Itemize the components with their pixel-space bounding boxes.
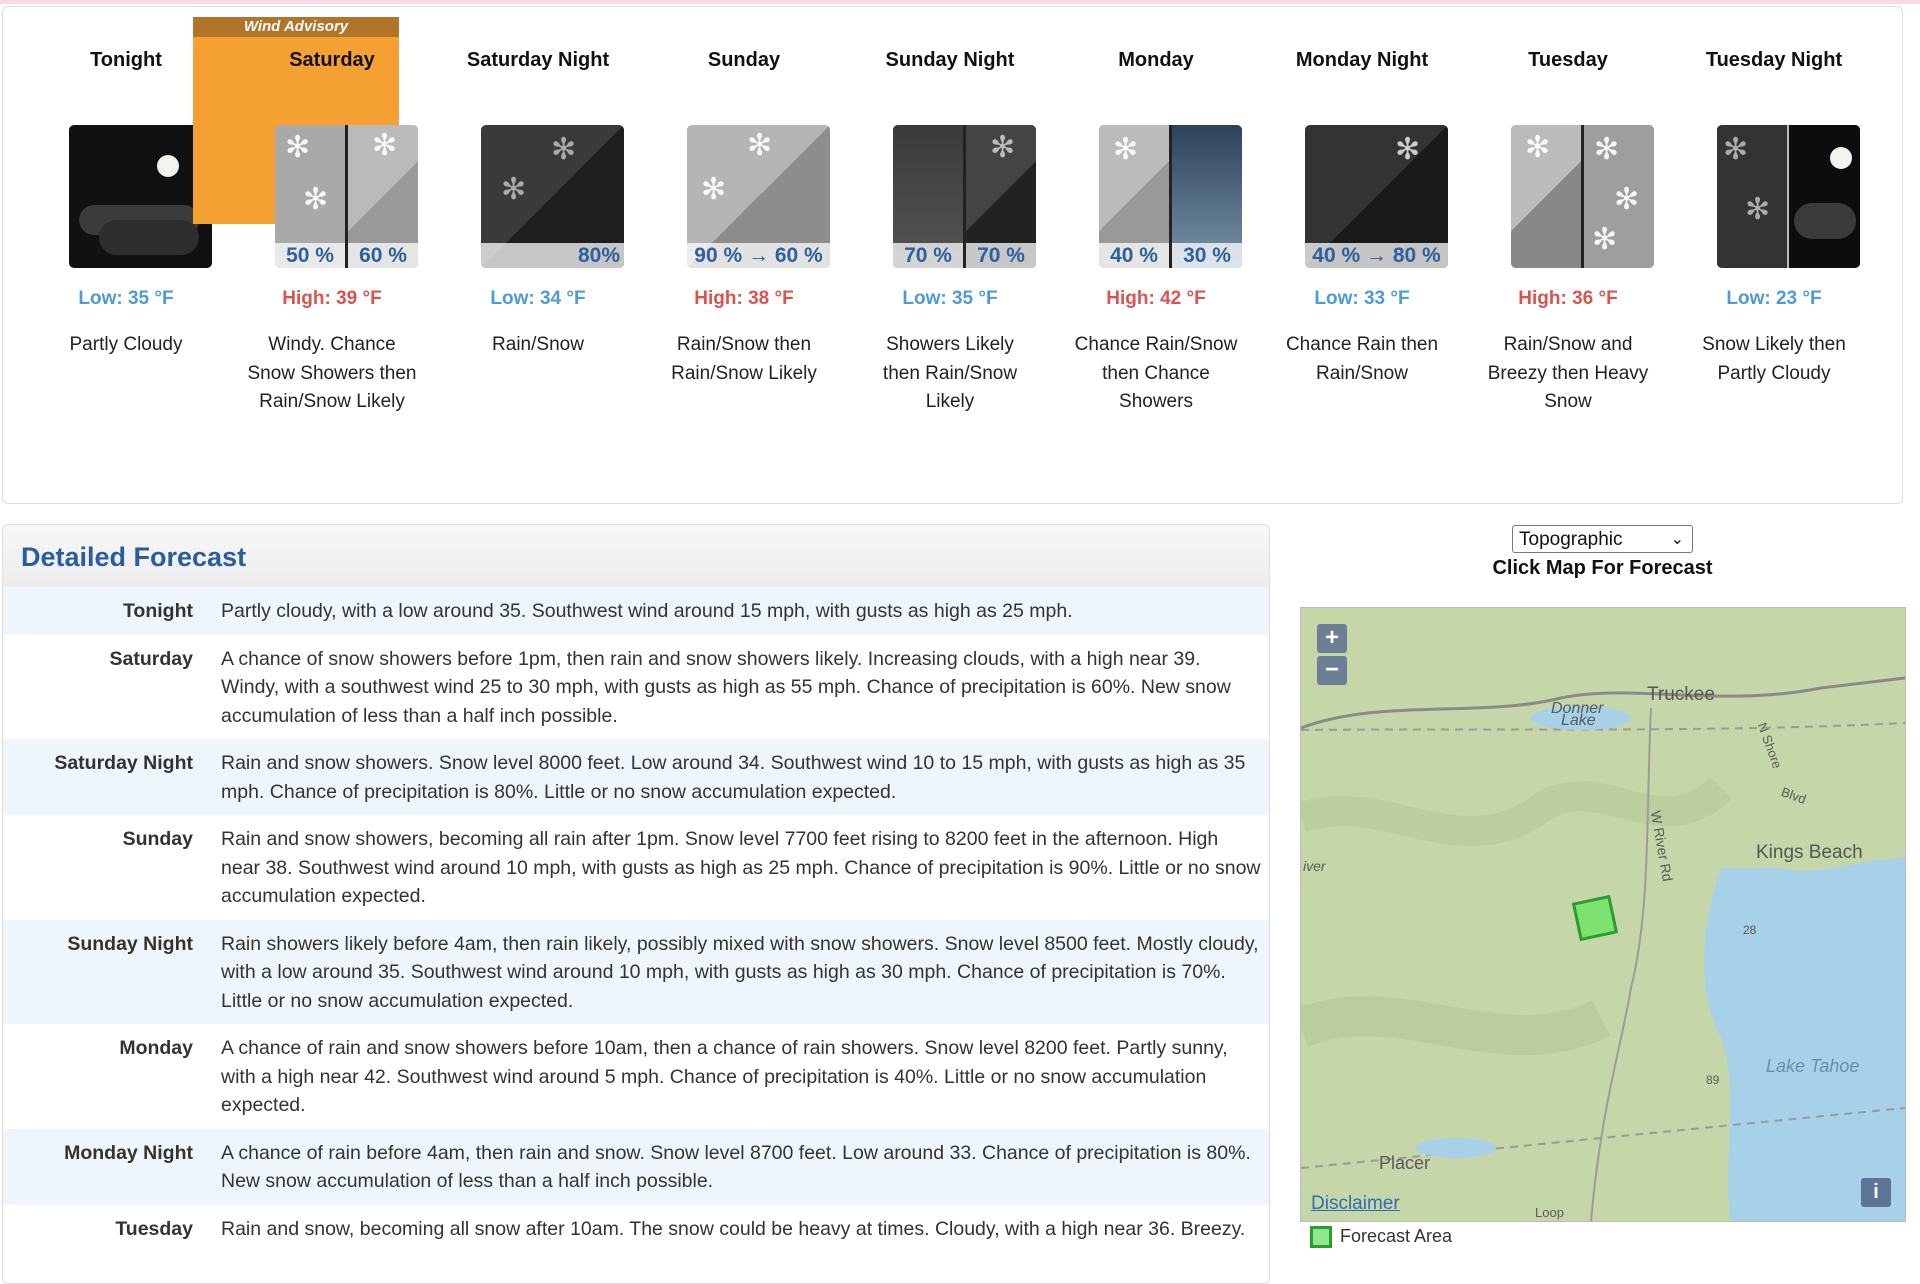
row-text: Rain and snow showers. Snow level 8000 feet. Low around 34. Southwest wind 10 to 15 mph, with gusts as high as 35 mph. Chance of precipitation is 80%. Little or no snow accumulation expected. <box>221 752 1246 803</box>
map-label-blvd: Blvd <box>1779 784 1809 807</box>
detailed-forecast-rows <box>3 587 1269 1252</box>
period-name: Monday Night <box>1295 49 1429 71</box>
row-label: Sunday Night <box>67 932 193 955</box>
period-tuesday <box>1465 7 1671 487</box>
period-name: Sunday Night <box>885 49 1015 71</box>
temperature: High: 42 °F <box>1106 288 1206 309</box>
heavy-snow-icon[interactable]: ✻ ✻ ✻ ✻ <box>1511 125 1654 268</box>
precip-chance: 60 % <box>348 243 418 268</box>
forecast-row <box>3 1129 1269 1205</box>
detailed-forecast-panel <box>2 524 1270 1284</box>
period-saturday-night <box>435 7 641 487</box>
detailed-forecast-title: Detailed Forecast <box>21 542 247 572</box>
legend-label: Forecast Area <box>1340 1226 1453 1246</box>
precip-chance: 70 % <box>893 243 963 268</box>
period-sunday <box>641 7 847 487</box>
rain-snow-icon[interactable]: ✻ 40 % → 80 % <box>1305 125 1448 268</box>
period-saturday <box>229 7 435 487</box>
short-forecast: Rain/Snow <box>492 334 584 355</box>
short-forecast: Chance Rain/Snow then Chance Showers <box>1074 334 1238 412</box>
precip-chance: 30 % <box>1172 243 1242 268</box>
temperature: Low: 23 °F <box>1726 288 1822 309</box>
row-text: A chance of snow showers before 1pm, then rain and snow showers likely. Increasing clouds, with a high near 39. Windy, with a southwest wind 25 to 30 mph, with gusts as high as 55 mph. Chance of precipitation is 60%. New snow accumulation of less than a half inch possible. <box>221 647 1231 727</box>
map-legend <box>1310 1226 1452 1248</box>
row-text: Rain showers likely before 4am, then rain likely, possibly mixed with snow showers. Snow level 8500 feet. Mostly cloudy, with a low around 35. Southwest wind around 10 mph, with gusts as high as 30 mph. Chance of precipitation is 70%. Little or no snow accumulation expected. <box>221 932 1259 1012</box>
info-icon[interactable]: i <box>1861 1178 1891 1207</box>
period-name: Tonight <box>90 49 162 71</box>
temperature: Low: 35 °F <box>78 288 174 309</box>
rain-snow-icon[interactable]: ✻ ✻ 90 % → 60 % <box>687 125 830 268</box>
rain-snow-icon[interactable]: ✻ ✻ 80% <box>481 125 624 268</box>
row-label: Monday Night <box>64 1141 193 1164</box>
period-name: Tuesday <box>1528 49 1608 71</box>
map-type-select[interactable] <box>1512 525 1693 553</box>
temperature: High: 36 °F <box>1518 288 1618 309</box>
map-label-kings-beach: Kings Beach <box>1756 842 1863 863</box>
row-text: Partly cloudy, with a low around 35. Southwest wind around 15 mph, with gusts as high as 25 mph. <box>221 600 1073 622</box>
forecast-row <box>3 739 1269 815</box>
period-monday <box>1053 7 1259 487</box>
precip-chance: 40 % → 80 % <box>1305 243 1448 268</box>
row-label: Monday <box>119 1037 193 1059</box>
row-text: A chance of rain and snow showers before 10am, then a chance of rain showers. Snow level 8200 feet. Partly sunny, with a high near 42. Southwest wind around 5 mph. Chance of precipitation is 40%. Little or no snow accumulation expected. <box>221 1037 1228 1116</box>
row-label: Sunday <box>122 828 193 850</box>
zoom-out-button[interactable]: − <box>1317 656 1347 685</box>
temperature: Low: 34 °F <box>490 288 586 309</box>
period-monday-night <box>1259 7 1465 487</box>
row-label: Saturday Night <box>54 752 193 774</box>
precip-chance: 50 % <box>275 243 345 268</box>
map-instruction: Click Map For Forecast <box>1492 557 1713 579</box>
row-text: A chance of rain before 4am, then rain and snow. Snow level 8700 feet. Low around 33. Chance of precipitation is 80%. New snow accumulation of less than a half inch possible. <box>221 1141 1251 1192</box>
row-label: Tonight <box>122 600 193 622</box>
forecast-row <box>3 1024 1269 1129</box>
forecast-area-swatch <box>1310 1226 1332 1248</box>
snow-then-partly-cloudy-icon[interactable]: ✻ ✻ <box>1717 125 1860 268</box>
short-forecast: Rain/Snow then Rain/Snow Likely <box>671 334 817 384</box>
rain-snow-showers-icon[interactable]: ✻ 40 % 30 % <box>1099 125 1242 268</box>
short-forecast: Rain/Snow and Breezy then Heavy Snow <box>1487 334 1649 412</box>
forecast-area-marker <box>1574 897 1617 940</box>
map-label-donner-lake: Lake <box>1561 712 1596 729</box>
short-forecast: Snow Likely then Partly Cloudy <box>1702 334 1846 384</box>
short-forecast: Chance Rain then Rain/Snow <box>1285 334 1439 384</box>
forecast-map[interactable] <box>1300 607 1906 1222</box>
map-label-placer: Placer <box>1379 1153 1431 1173</box>
precip-chance: 90 % → 60 % <box>687 243 830 268</box>
period-name: Tuesday Night <box>1705 49 1843 71</box>
snow-showers-icon[interactable]: ✻ ✻ ✻ 50 % 60 % <box>275 125 418 268</box>
precip-chance: 70 % <box>966 243 1036 268</box>
period-name: Sunday <box>707 49 781 71</box>
row-text: Rain and snow showers, becoming all rain after 1pm. Snow level 7700 feet rising to 8200 feet in the afternoon. High near 38. Southwest wind around 10 mph, with gusts as high as 25 mph. Chance of precipitation is 90%. Little or no snow accumulation expected. <box>221 828 1261 907</box>
map-type-value: Topographic <box>1519 529 1623 550</box>
period-sunday-night <box>847 7 1053 487</box>
period-tuesday-night <box>1671 7 1877 487</box>
map-label-truckee: Truckee <box>1647 684 1715 705</box>
forecast-row <box>3 815 1269 920</box>
precip-chance: 80% <box>481 243 624 268</box>
map-label-lake-tahoe: Lake Tahoe <box>1766 1056 1860 1076</box>
top-border <box>0 0 1920 4</box>
row-text: Rain and snow, becoming all snow after 10am. The snow could be heavy at times. Cloudy, with a high near 36. Breezy. <box>221 1217 1246 1240</box>
map-label-river: iver <box>1303 858 1326 874</box>
chevron-down-icon: ⌄ <box>1670 531 1684 548</box>
map-label-route-89: 89 <box>1706 1073 1720 1087</box>
row-label: Saturday <box>109 647 193 670</box>
period-name: Saturday <box>289 49 375 71</box>
forecast-row <box>3 1205 1269 1253</box>
advisory-label: Wind Advisory <box>193 17 399 37</box>
period-name: Saturday Night <box>466 49 610 71</box>
temperature: High: 39 °F <box>282 288 382 309</box>
detailed-forecast-header <box>3 525 1269 588</box>
short-forecast: Partly Cloudy <box>69 334 183 355</box>
temperature: Low: 35 °F <box>902 288 998 309</box>
map-label-donner: Donner <box>1551 700 1604 717</box>
temperature: High: 38 °F <box>694 288 794 309</box>
precip-chance: 40 % <box>1099 243 1169 268</box>
short-forecast: Windy. Chance Snow Showers then Rain/Snow Likely <box>247 334 417 412</box>
row-label: Tuesday <box>115 1217 193 1240</box>
forecast-row <box>3 587 1269 635</box>
map-label-north-shore: N Shore <box>1754 720 1786 771</box>
short-forecast: Showers Likely then Rain/Snow Likely <box>882 334 1018 412</box>
forecast-row <box>3 920 1269 1025</box>
temperature: Low: 33 °F <box>1314 288 1410 309</box>
disclaimer-link[interactable]: Disclaimer <box>1311 1193 1400 1214</box>
forecast-row <box>3 635 1269 740</box>
showers-icon[interactable]: ✻ 70 % 70 % <box>893 125 1036 268</box>
map-label-loop: Loop <box>1535 1205 1564 1220</box>
map-label-route-28: 28 <box>1743 923 1757 937</box>
period-name: Monday <box>1118 49 1194 71</box>
partly-cloudy-night-icon[interactable] <box>69 125 212 268</box>
map-label-river-road: W River Rd <box>1647 809 1676 883</box>
zoom-in-button[interactable]: + <box>1317 624 1347 653</box>
seven-day-forecast <box>2 6 1903 504</box>
